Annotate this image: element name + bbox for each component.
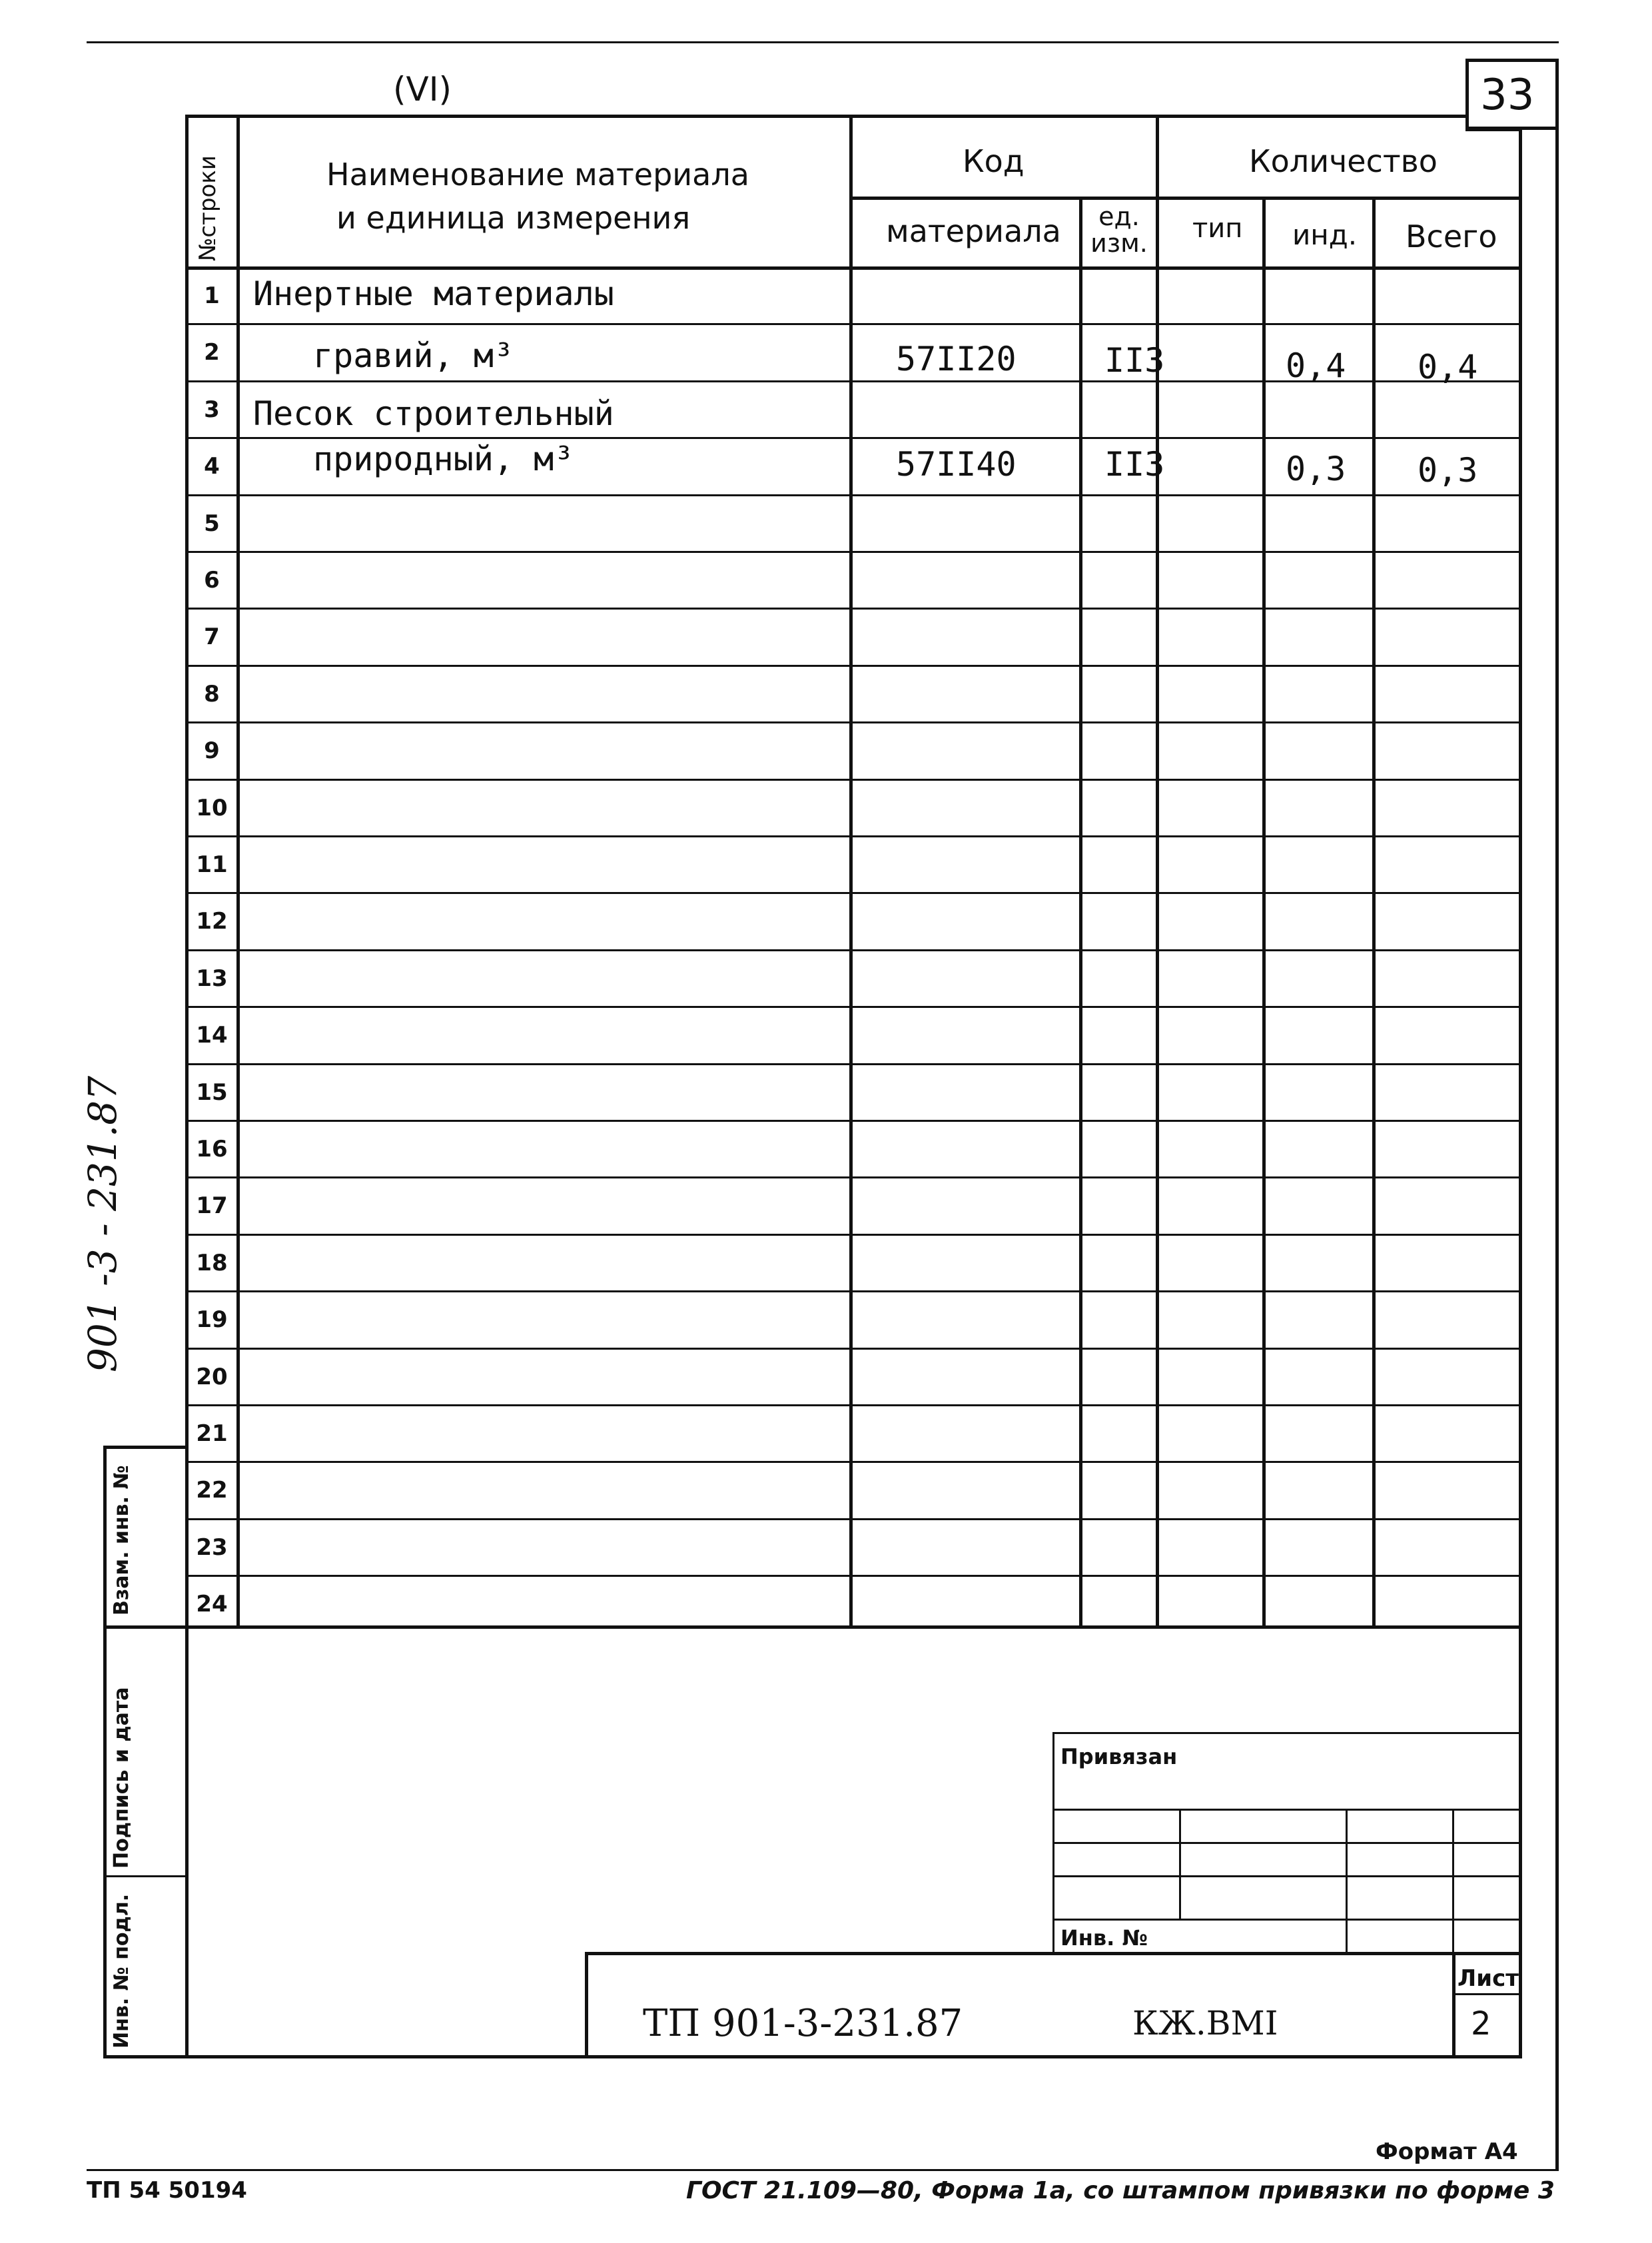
page-number-box-left — [1465, 59, 1469, 128]
row-divider — [185, 1461, 1522, 1463]
footer-format: Формат А4 — [1376, 2138, 1518, 2165]
side-strip-left — [103, 1446, 107, 2057]
row-number: 8 — [204, 681, 220, 707]
col-code-right — [1079, 197, 1082, 1627]
row-divider — [185, 323, 1522, 325]
row-4-unit: II3 — [1104, 445, 1165, 484]
row-2-unit: II3 — [1104, 341, 1165, 380]
row-number: 14 — [196, 1022, 228, 1049]
header-mid-rule — [849, 197, 1522, 200]
stamp-row2 — [1052, 1842, 1519, 1844]
header-code: Код — [963, 143, 1025, 179]
stamp-row3 — [1052, 1875, 1519, 1877]
header-row-number: №строки — [195, 155, 221, 261]
col-type-right — [1262, 197, 1266, 1627]
row-4-code: 57II40 — [896, 445, 1017, 484]
row-divider — [185, 779, 1522, 781]
table-top-right — [1465, 128, 1522, 131]
row-divider — [185, 608, 1522, 610]
row-divider — [185, 1176, 1522, 1178]
stamp-top — [1052, 1732, 1519, 1734]
row-divider — [185, 1575, 1522, 1577]
row-number: 16 — [196, 1136, 228, 1162]
row-4-total: 0,3 — [1418, 451, 1478, 490]
col-name-right — [849, 115, 853, 1627]
row-divider — [185, 835, 1522, 837]
stamp-list-value: 2 — [1471, 2005, 1491, 2042]
header-name-line2: и единица измерения — [336, 200, 691, 236]
frame-right — [1555, 59, 1559, 2170]
header-quantity: Количество — [1249, 143, 1438, 179]
table-top — [185, 115, 1465, 118]
row-4-ind: 0,3 — [1286, 450, 1346, 488]
row-number: 21 — [196, 1420, 228, 1447]
header-unit-line2: изм. — [1090, 228, 1148, 258]
row-number: 13 — [196, 965, 228, 992]
row-3-name: Песок строительный — [253, 394, 614, 433]
row-4-name: природный, м³ — [313, 440, 574, 478]
title-block-list-left — [1452, 1952, 1455, 2057]
stamp-row1 — [1052, 1809, 1519, 1811]
row-number: 24 — [196, 1591, 228, 1617]
row-number: 6 — [204, 567, 220, 594]
side-strip-top — [103, 1446, 187, 1449]
stamp-doc-mark: КЖ.ВМI — [1132, 2004, 1278, 2042]
side-strip-div1 — [103, 1625, 187, 1627]
stamp-list-label: Лист — [1457, 1965, 1519, 1992]
col-ind-right — [1372, 197, 1376, 1627]
row-number: 23 — [196, 1534, 228, 1561]
row-number: 5 — [204, 510, 220, 537]
top-rule — [87, 41, 1559, 43]
row-divider — [185, 892, 1522, 894]
row-divider — [185, 1348, 1522, 1350]
row-number: 18 — [196, 1250, 228, 1276]
row-number: 3 — [204, 396, 220, 423]
row-number: 9 — [204, 737, 220, 764]
frame-right-lower — [1519, 1625, 1522, 2057]
stamp-row4 — [1052, 1919, 1519, 1921]
row-number: 20 — [196, 1364, 228, 1390]
side-podpis: Подпись и дата — [110, 1687, 133, 1869]
col-total-right — [1519, 128, 1522, 1627]
side-strip-div2 — [103, 1875, 187, 1877]
row-divider — [185, 1006, 1522, 1008]
header-total: Всего — [1406, 219, 1497, 254]
title-block-top — [585, 1952, 1519, 1955]
row-number: 11 — [196, 851, 228, 878]
stamp-privyazan: Привязан — [1060, 1744, 1178, 1769]
row-2-total: 0,4 — [1418, 348, 1478, 386]
row-divider — [185, 1290, 1522, 1292]
stamp-col3 — [1452, 1809, 1454, 1955]
header-material: материала — [886, 213, 1061, 249]
side-inv-podl: Инв. № подл. — [110, 1893, 133, 2048]
row-1-name: Инертные материалы — [253, 274, 614, 313]
row-number: 7 — [204, 624, 220, 650]
title-block-list-divider — [1452, 1993, 1519, 1995]
frame-bottom — [103, 2055, 1522, 2058]
row-number: 19 — [196, 1306, 228, 1333]
row-divider — [185, 1404, 1522, 1406]
sheet-mark: (VI) — [393, 70, 452, 109]
row-divider — [185, 721, 1522, 723]
row-number: 10 — [196, 795, 228, 821]
header-unit — [1086, 203, 1152, 256]
footer-rule — [87, 2169, 1559, 2171]
row-divider — [185, 665, 1522, 667]
row-divider — [185, 949, 1522, 951]
footer-gost: ГОСТ 21.109—80, Форма 1а, со штампом привязки по форме 3 — [686, 2177, 1555, 2204]
row-number: 15 — [196, 1079, 228, 1106]
row-number: 17 — [196, 1192, 228, 1219]
page-number: 33 — [1480, 71, 1535, 120]
stamp-inv-no: Инв. № — [1060, 1925, 1148, 1951]
row-2-name: гравий, м³ — [313, 336, 514, 375]
header-bottom-rule — [185, 266, 1522, 270]
stamp-doc-number: ТП 901-3-231.87 — [643, 2002, 963, 2045]
header-unit-line1: ед. — [1098, 202, 1140, 231]
table-bottom — [103, 1625, 1522, 1629]
row-divider — [185, 1234, 1522, 1236]
row-2-code: 57II20 — [896, 340, 1017, 378]
row-number: 2 — [204, 339, 220, 366]
header-type: тип — [1192, 213, 1243, 244]
page-number-box — [1465, 61, 1555, 128]
side-vzam: Взам. инв. № — [110, 1465, 133, 1615]
row-divider — [185, 494, 1522, 496]
page-number-box-top — [1465, 59, 1559, 62]
row-divider — [185, 551, 1522, 553]
row-divider — [185, 1063, 1522, 1065]
header-name-line1: Наименование материала — [326, 157, 749, 193]
row-divider — [185, 437, 1522, 439]
row-number: 12 — [196, 908, 228, 935]
row-number: 1 — [204, 282, 220, 309]
header-ind: инд. — [1292, 219, 1358, 251]
title-block-left — [585, 1952, 588, 2057]
stamp-col2 — [1346, 1809, 1348, 1955]
row-divider — [185, 1120, 1522, 1122]
row-number: 4 — [204, 453, 220, 480]
row-number: 22 — [196, 1477, 228, 1504]
footer-left-code: ТП 54 50194 — [87, 2177, 247, 2204]
side-doc-code: 901 -3 - 231.87 — [80, 1075, 125, 1372]
stamp-col1 — [1179, 1809, 1181, 1919]
row-2-ind: 0,4 — [1286, 346, 1346, 385]
row-divider — [185, 1518, 1522, 1520]
